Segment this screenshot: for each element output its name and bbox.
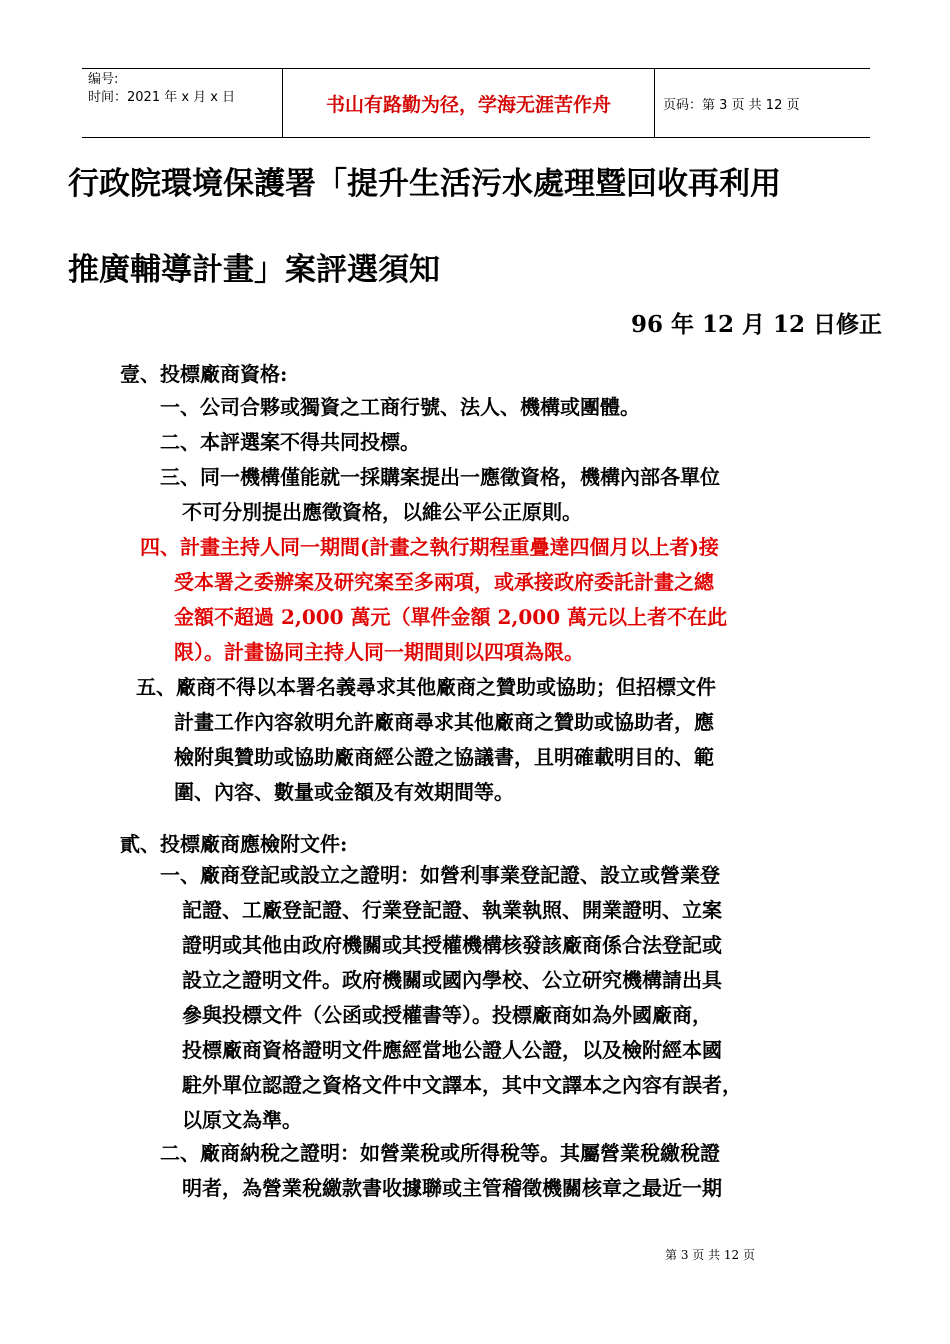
document-header <box>82 68 870 138</box>
document-title-line-1: 行政院環境保護署「提升生活污水處理暨回收再利用 <box>68 166 781 202</box>
section-heading-qualifications: 壹、投標廠商資格: <box>120 362 288 386</box>
list-item: 二、本評選案不得共同投標。 <box>160 430 420 454</box>
document-title-line-2: 推廣輔導計畫」案評選須知 <box>68 252 440 288</box>
time-label: 时间：2021 年 x 月 x 日 <box>88 90 236 105</box>
header-page-info: 页码：第 3 页 共 12 页 <box>663 97 800 113</box>
list-item-highlighted: 四、計畫主持人同一期間(計畫之執行期程重疊達四個月以上者)接 受本署之委辦案及研究案至多兩項，或承接政府委託計畫之總 金額不超過 2,000 萬元（單件金額 2,000 萬元以上者不在此 限）。計畫協同主持人同一期間則以四項為限。 <box>140 535 728 664</box>
list-item: 二、廠商納稅之證明：如營業稅或所得稅等。其屬營業稅繳稅證 明者，為營業稅繳款書收據聯或主管稽徵機關核章之最近一期 <box>160 1141 722 1200</box>
page-footer: 第 3 页 共 12 页 <box>665 1248 755 1262</box>
header-motto: 书山有路勤为径，学海无涯苦作舟 <box>282 69 655 137</box>
list-item: 五、廠商不得以本署名義尋求其他廠商之贊助或協助；但招標文件 計畫工作內容敘明允許廠商尋求其他廠商之贊助或協助者，應 檢附與贊助或協助廠商經公證之協議書，且明確載明目的、範 圍、內容、數量或金額及有效期間等。 <box>136 675 716 804</box>
revision-date: 96 年 12 月 12 日修正 <box>630 311 882 338</box>
number-label: 编号: <box>88 72 119 87</box>
section-heading-required-documents: 貳、投標廠商應檢附文件: <box>120 832 348 856</box>
list-item: 三、同一機構僅能就一採購案提出一應徵資格，機構內部各單位 不可分別提出應徵資格，以維公平公正原則。 <box>160 465 720 524</box>
list-item: 一、廠商登記或設立之證明：如營利事業登記證、設立或營業登 記證、工廠登記證、行業登記證、執業執照、開業證明、立案 證明或其他由政府機關或其授權機構核發該廠商係合法登記或 設立之證明文件。政府機關或國內學校、公立研究機構請出具 參與投標文件（公函或授權書等）。投標廠商如為外國廠商， 投標廠商資格證明文件應經當地公證人公證，以及檢附經本國 駐外單位認證之資格文件中文譯本，其中文譯本之內容有誤者， 以原文為準。 <box>160 863 742 1132</box>
list-item: 一、公司合夥或獨資之工商行號、法人、機構或團體。 <box>160 395 640 419</box>
header-left-cell <box>82 69 282 137</box>
